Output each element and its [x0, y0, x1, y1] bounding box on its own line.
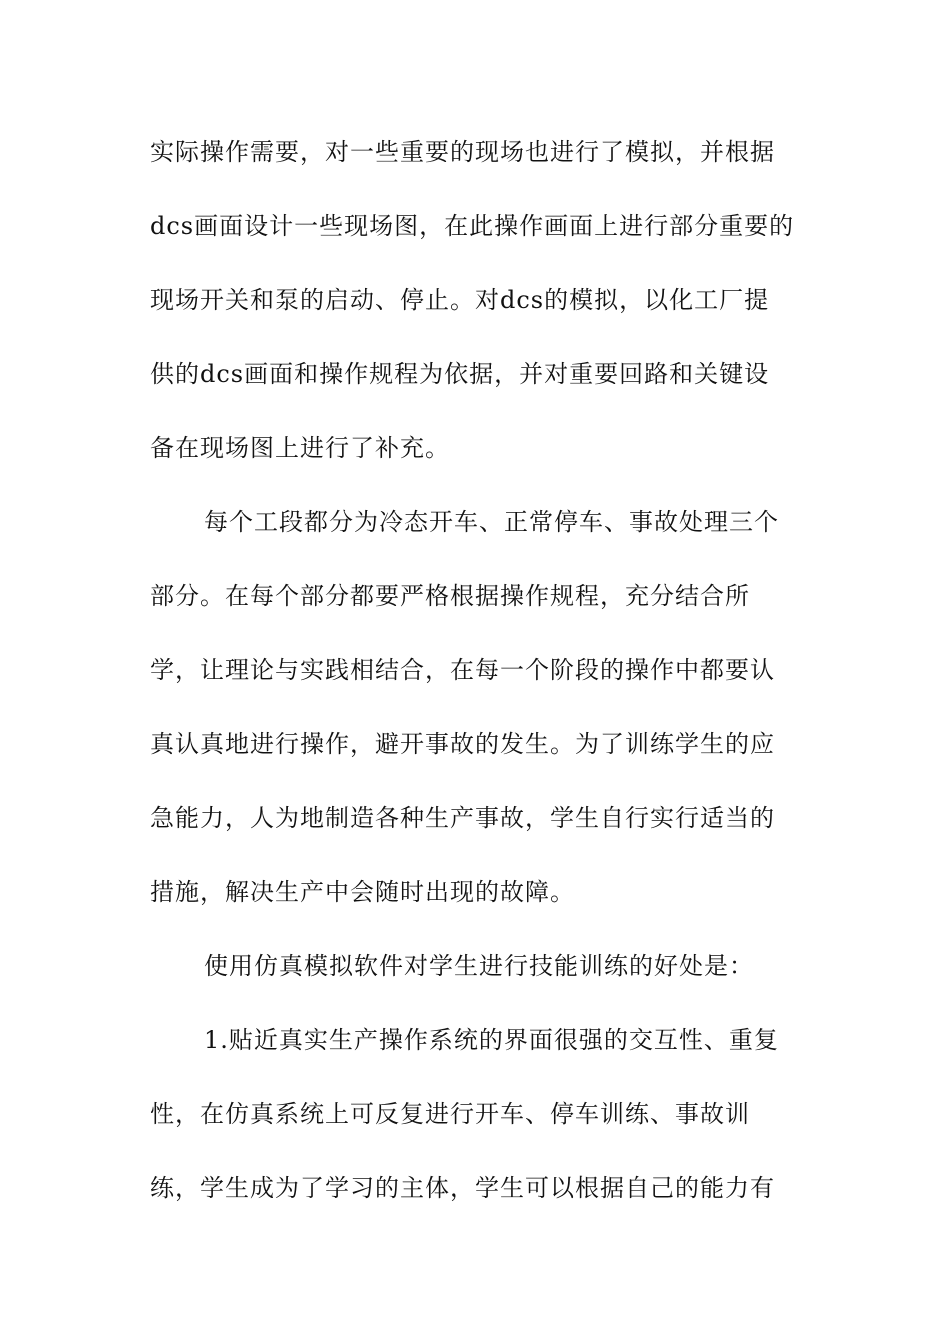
- text-line: 练，学生成为了学习的主体，学生可以根据自己的能力有: [150, 1174, 775, 1202]
- paragraph-first-line: 1.贴近真实生产操作系统的界面很强的交互性、重复: [204, 1026, 779, 1054]
- text-line: 供的dcs画面和操作规程为依据，并对重要回路和关键设: [150, 360, 770, 388]
- text-line: dcs画面设计一些现场图，在此操作画面上进行部分重要的: [150, 212, 795, 240]
- text-line: 措施，解决生产中会随时出现的故障。: [150, 878, 575, 906]
- text-line: 性，在仿真系统上可反复进行开车、停车训练、事故训: [150, 1100, 750, 1128]
- text-line: 急能力，人为地制造各种生产事故，学生自行实行适当的: [150, 804, 775, 832]
- text-line: 学，让理论与实践相结合，在每一个阶段的操作中都要认: [150, 656, 775, 684]
- paragraph-first-line: 每个工段都分为冷态开车、正常停车、事故处理三个: [204, 508, 779, 536]
- text-line: 现场开关和泵的启动、停止。对dcs的模拟，以化工厂提: [150, 286, 770, 314]
- text-line: 部分。在每个部分都要严格根据操作规程，充分结合所: [150, 582, 750, 610]
- paragraph-first-line: 使用仿真模拟软件对学生进行技能训练的好处是：: [204, 952, 754, 980]
- text-line: 实际操作需要，对一些重要的现场也进行了模拟，并根据: [150, 138, 775, 166]
- text-line: 备在现场图上进行了补充。: [150, 434, 450, 462]
- text-line: 真认真地进行操作，避开事故的发生。为了训练学生的应: [150, 730, 775, 758]
